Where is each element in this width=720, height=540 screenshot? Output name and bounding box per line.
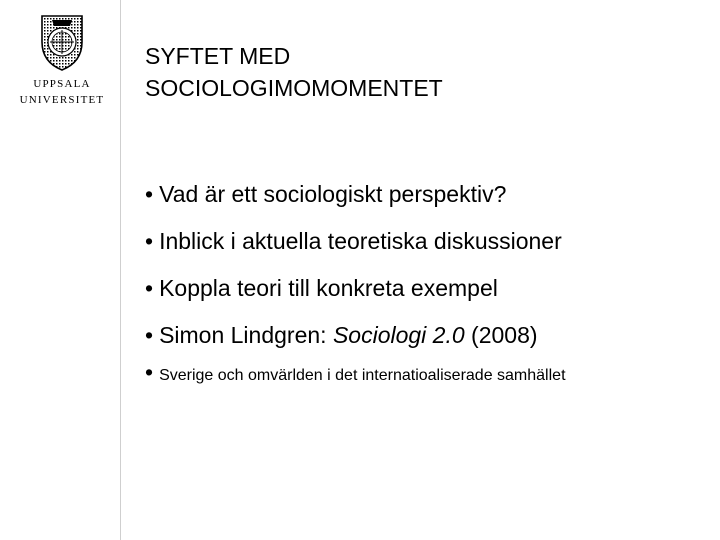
bullet-list: [145, 180, 705, 386]
university-logo: [14, 12, 110, 112]
logo-line-1: UPPSALA: [33, 78, 91, 90]
book-year: (2008): [464, 322, 538, 348]
bullet-item-book: [145, 321, 705, 349]
bullet-dot: •: [145, 322, 154, 348]
book-title: Sociologi 2.0: [332, 322, 465, 348]
logo-line-2: UNIVERSITET: [19, 94, 105, 106]
bullet-text: Koppla teori till konkreta exempel: [159, 275, 498, 301]
bullet-item: [145, 227, 705, 255]
bullet-text: Inblick i aktuella teoretiska diskussioner: [159, 228, 562, 254]
slide-title: [145, 40, 685, 104]
bullet-text: Sverige och omvärlden i det internatioaliserade samhället: [159, 367, 566, 384]
logo-text: [14, 76, 110, 108]
bullet-dot: •: [145, 228, 154, 254]
bullet-dot: •: [145, 359, 154, 385]
vertical-divider: [120, 0, 121, 540]
bullet-text: Vad är ett sociologiskt perspektiv?: [159, 181, 507, 207]
bullet-dot: •: [145, 275, 154, 301]
university-seal-icon: [38, 12, 86, 72]
book-author: Simon Lindgren:: [159, 322, 333, 348]
bullet-dot: •: [145, 181, 154, 207]
title-line-2: SOCIOLOGIMOMOMENTET: [145, 75, 443, 101]
bullet-item: [145, 180, 705, 208]
bullet-item: [145, 274, 705, 302]
bullet-item-small: [145, 359, 615, 386]
title-line-1: SYFTET MED: [145, 43, 291, 69]
